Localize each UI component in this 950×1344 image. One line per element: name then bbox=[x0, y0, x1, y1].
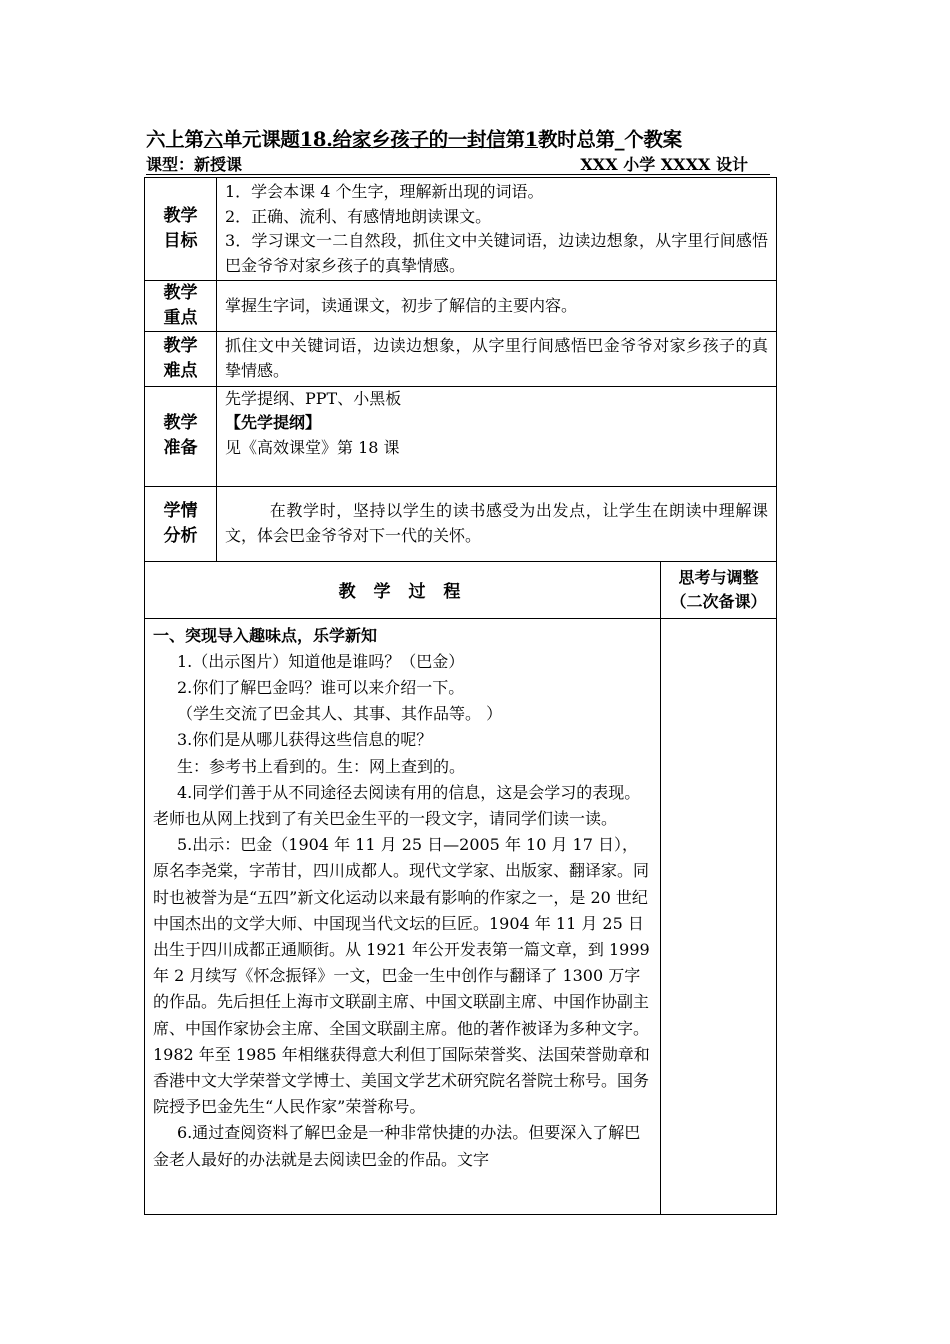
title-suffix: 教时总第_个教案 bbox=[537, 128, 682, 151]
prep-reference: 见《高效课堂》第 18 课 bbox=[225, 437, 400, 457]
process-header-row bbox=[145, 561, 777, 618]
process-header: 教 学 过 程 bbox=[145, 561, 661, 618]
goal-1: 1．学会本课 4 个生字，理解新出现的词语。 bbox=[225, 182, 544, 201]
lesson-name: 18.给家乡孩子的一封信 bbox=[299, 128, 506, 151]
difficulties-label: 教学 难点 bbox=[145, 332, 217, 386]
title-unit-topic: 单元课题 bbox=[222, 128, 300, 151]
difficulties-content: 抓住文中关键词语，边读边想象，从字里行间感悟巴金爷爷对家乡孩子的真挚情感。 bbox=[217, 332, 777, 386]
adjustment-column bbox=[661, 618, 777, 1214]
title-prefix: 六上第 bbox=[146, 128, 204, 151]
key-points-label: 教学 重点 bbox=[145, 281, 217, 332]
process-step-5: 5.出示：巴金（1904 年 11 月 25 日—2005 年 10 月 17 日），原名李尧棠，字芾甘，四川成都人。现代文学家、出版家、翻译家。同时也被誉为是“五四”新文化运动以来最有影响的作家之一，是 20 世纪中国杰出的文学大师、中国现当代文坛的巨匠。1904 年 11 月 25 日出生于四川成都正通顺街。从 1921 年公开发表第一篇文章，到 1999 年 2 月续写《怀念振铎》一文，巴金一生中创作与翻译了 1300 万字的作品。先后担任上海市文联副主席、中国文联副主席、中国作协副主席、中国作家协会主席、全国文联副主席。他的著作被译为多种文字。1982 年至 1985 年相继获得意大利但丁国际荣誉奖、法国荣誉勋章和香港中文大学荣誉文学博士、美国文学艺术研究院名誉院士称号。国务院授予巴金先生“人民作家”荣誉称号。 bbox=[153, 835, 650, 1117]
analysis-content: 在教学时，坚持以学生的读书感受为出发点，让学生在朗读中理解课文，体会巴金爷爷对下一代的关怀。 bbox=[217, 486, 777, 561]
lesson-plan-title bbox=[146, 124, 786, 152]
adjustment-header: 思考与调整 （二次备课） bbox=[661, 561, 777, 618]
process-step-4: 4.同学们善于从不同途径去阅读有用的信息，这是会学习的表现。老师也从网上找到了有关巴金生平的一段文字，请同学们读一读。 bbox=[153, 782, 641, 828]
goals-content bbox=[217, 178, 777, 281]
analysis-row bbox=[145, 486, 777, 561]
unit-number: 六 bbox=[203, 128, 223, 151]
process-body-row bbox=[145, 618, 777, 1214]
difficulties-row bbox=[145, 332, 777, 386]
process-step-2: 2.你们了解巴金吗？谁可以来介绍一下。 bbox=[177, 677, 465, 697]
prep-outline-heading: 【先学提纲】 bbox=[225, 413, 322, 433]
preparation-row bbox=[145, 386, 777, 486]
analysis-label: 学情 分析 bbox=[145, 486, 217, 561]
title-period-prefix: 第 bbox=[505, 128, 525, 151]
key-points-content: 掌握生字词，读通课文，初步了解信的主要内容。 bbox=[217, 281, 777, 332]
process-step-3-answer: 生：参考书上看到的。生：网上查到的。 bbox=[177, 756, 466, 776]
process-content bbox=[145, 618, 661, 1214]
process-step-2-note: （学生交流了巴金其人、其事、其作品等。 ） bbox=[177, 704, 503, 724]
goal-3: 3．学习课文一二自然段，抓住文中关键词语，边读边想象，从字里行间感悟巴金爷爷对家乡孩子的真挚情感。 bbox=[225, 231, 768, 275]
key-points-row bbox=[145, 281, 777, 332]
preparation-label: 教学 准备 bbox=[145, 386, 217, 486]
goals-row bbox=[145, 178, 777, 281]
process-step-6: 6.通过查阅资料了解巴金是一种非常快捷的办法。但要深入了解巴金老人最好的办法就是去阅读巴金的作品。文字 bbox=[153, 1123, 641, 1169]
lesson-plan-table bbox=[144, 177, 777, 1215]
goal-2: 2．正确、流利、有感情地朗读课文。 bbox=[225, 206, 492, 226]
school-designer: XXX 小学 XXXX 设计 bbox=[580, 155, 748, 174]
period-number: 1 bbox=[524, 128, 538, 151]
process-step-1: 1.（出示图片）知道他是谁吗？（巴金） bbox=[177, 651, 465, 671]
process-step-3: 3.你们是从哪儿获得这些信息的呢？ bbox=[177, 730, 433, 750]
preparation-content bbox=[217, 386, 777, 486]
lesson-meta-line bbox=[146, 152, 770, 175]
prep-materials: 先学提纲、PPT、小黑板 bbox=[225, 388, 402, 408]
section-heading: 一、突现导入趣味点，乐学新知 bbox=[153, 625, 378, 645]
lesson-type: 课型：新授课 bbox=[146, 155, 243, 174]
goals-label: 教学 目标 bbox=[145, 178, 217, 281]
